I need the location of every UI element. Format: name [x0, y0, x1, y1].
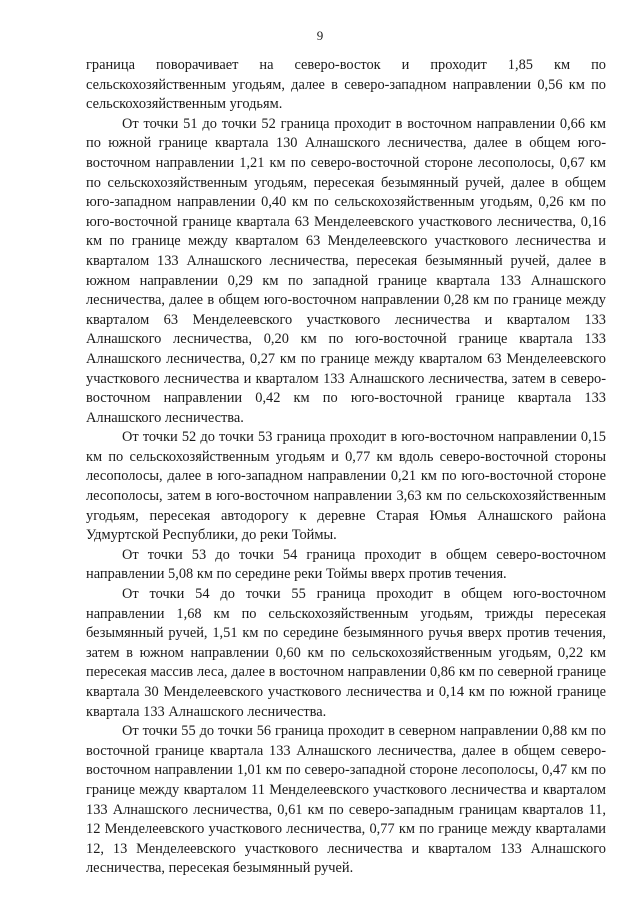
document-body — [86, 56, 606, 879]
page-number: 9 — [316, 28, 324, 43]
paragraph-point-51-52: От точки 51 до точки 52 граница проходит в восточном направлении 0,66 км по южной границе квартала 130 Алнашского лесничества, далее в общем юго-восточном направлении 1,21 км по северо-восточной стороне лесополосы, 0,67 км по сельскохозяйственным угодьям, пересекая безымянный ручей, далее в общем юго-западном направлении 0,40 км по сельскохозяйственным угодьям, 0,26 км по юго-восточной границе квартала 63 Менделеевского участкового лесничества, 0,16 км по границе между кварталом 63 Менделеевского участкового лесничества и кварталом 133 Алнашского лесничества, пересекая безымянный ручей, далее в южном направлении 0,29 км по западной границе квартала 133 Алнашского лесничества, далее в общем юго-восточном направлении 0,28 км по границе между кварталом 63 Менделеевского участкового лесничества и кварталом 133 Алнашского лесничества, 0,20 км по юго-восточной границе квартала 133 Алнашского лесничества, 0,27 км по границе между кварталом 63 Менделеевского участкового лесничества и кварталом 133 Алнашского лесничества, затем в северо-восточном направлении 0,42 км по юго-восточной границе квартала 133 Алнашского лесничества. — [86, 115, 606, 426]
paragraph-continuation: граница поворачивает на северо-восток и проходит 1,85 км по сельскохозяйственным угодьям, далее в северо-западном направлении 0,56 км по сельскохозяйственным угодьям. — [86, 57, 606, 113]
paragraph-point-53-54: От точки 53 до точки 54 граница проходит в общем северо-восточном направлении 5,08 км по середине реки Тоймы вверх против течения. — [86, 546, 606, 583]
paragraph-point-52-53: От точки 52 до точки 53 граница проходит в юго-восточном направлении 0,15 км по сельскохозяйственным угодьям и 0,77 км вдоль северо-восточной стороны лесополосы, далее в юго-западном направлении 0,21 км по юго-восточной стороне лесополосы, затем в юго-восточном направлении 3,63 км по сельскохозяйственным угодьям, пересекая автодорогу к деревне Старая Юмья Алнашского района Удмуртской Республики, до реки Тоймы. — [86, 429, 606, 544]
paragraph-point-54-55: От точки 54 до точки 55 граница проходит в общем юго-восточном направлении 1,68 км по сельскохозяйственным угодьям, трижды пересекая безымянный ручей, 1,51 км по середине безымянного ручья вверх против течения, затем в южном направлении 0,60 км по сельскохозяйственным угодьям, 0,22 км пересекая массив леса, далее в восточном направлении 0,86 км по северной границе квартала 30 Менделеевского участкового лесничества и 0,14 км по южной границе квартала 133 Алнашского лесничества. — [86, 586, 606, 720]
paragraph-point-55-56: От точки 55 до точки 56 граница проходит в северном направлении 0,88 км по восточной границе квартала 133 Алнашского лесничества, далее в общем северо-восточном направлении 1,01 км по северо-западной стороне лесополосы, 0,47 км по границе между кварталом 11 Менделеевского участкового лесничества и кварталом 133 Алнашского лесничества, 0,61 км по северо-западным границам кварталов 11, 12 Менделеевского участкового лесничества, 0,77 км по границе между кварталами 12, 13 Менделеевского участкового лесничества и кварталом 133 Алнашского лесничества, пересекая безымянный ручей. — [86, 723, 606, 877]
